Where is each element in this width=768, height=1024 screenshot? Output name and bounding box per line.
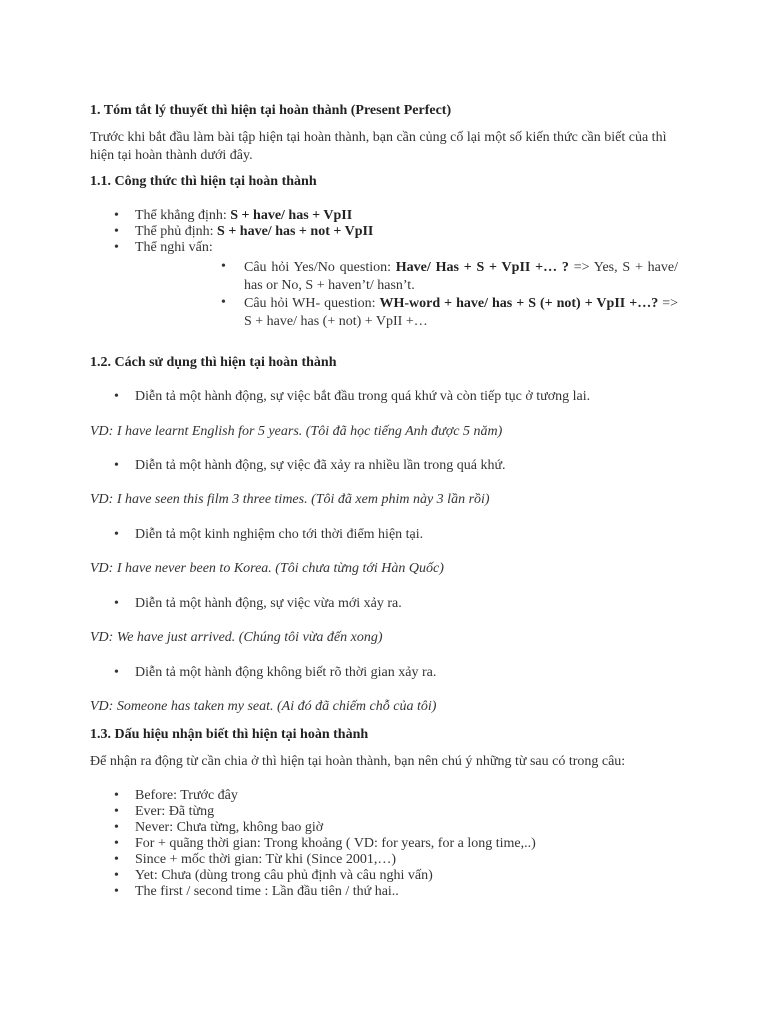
sign-item: • Ever: Đã từng (90, 804, 678, 820)
affirmative-label: Thể khẳng định: (135, 208, 231, 223)
negative-label: Thể phủ định: (135, 224, 218, 239)
yes-no-formula: Have/ Has + S + VpII +… ? (395, 260, 569, 275)
section-1-2-heading: 1.2. Cách sử dụng thì hiện tại hoàn thành (90, 355, 337, 370)
usage-list-2 (90, 458, 678, 474)
usage-example: VD: Someone has taken my seat. (Ai đó đã chiếm chỗ của tôi) (90, 699, 437, 714)
section-1-3-intro: Để nhận ra động từ cần chia ở thì hiện tại hoàn thành, bạn nên chú ý những từ sau có trong câu: (90, 754, 626, 769)
question-label: Thể nghi vấn: (135, 240, 213, 255)
wh-answer: => S + have/ has (+ not) + VpII +… (244, 296, 678, 329)
usage-list-5 (90, 665, 678, 681)
wh-question-item (199, 295, 678, 331)
question-formula-item (90, 240, 678, 331)
section-1-heading: 1. Tóm tắt lý thuyết thì hiện tại hoàn thành (Present Perfect) (90, 103, 452, 118)
usage-item: • Diễn tả một kinh nghiệm cho tới thời điểm hiện tại. (90, 527, 678, 543)
section-1-3-heading: 1.3. Dấu hiệu nhận biết thì hiện tại hoàn thành (90, 727, 369, 742)
affirmative-formula-item (90, 208, 678, 224)
usage-example: VD: I have seen this film 3 three times. (Tôi đã xem phim này 3 lần rồi) (90, 492, 490, 507)
sign-item: • Never: Chưa từng, không bao giờ (90, 820, 678, 836)
usage-item: • Diễn tả một hành động không biết rõ thời gian xảy ra. (90, 665, 678, 681)
question-sublist (199, 259, 678, 331)
wh-label: Câu hỏi WH- question: (244, 296, 380, 311)
usage-item: • Diễn tả một hành động, sự việc vừa mới xảy ra. (90, 596, 678, 612)
sign-item: • Yet: Chưa (dùng trong câu phủ định và câu nghi vấn) (90, 868, 678, 884)
usage-list-4 (90, 596, 678, 612)
yes-no-label: Câu hỏi Yes/No question: (244, 260, 396, 275)
usage-example: VD: We have just arrived. (Chúng tôi vừa đến xong) (90, 630, 383, 645)
usage-list-1 (90, 389, 678, 405)
negative-formula-item (90, 224, 678, 240)
usage-example: VD: I have never been to Korea. (Tôi chưa từng tới Hàn Quốc) (90, 561, 444, 576)
formula-list (90, 208, 678, 331)
usage-list-3 (90, 527, 678, 543)
sign-item: • Since + mốc thời gian: Từ khi (Since 2001,…) (90, 852, 678, 868)
sign-item: • For + quãng thời gian: Trong khoảng ( VD: for years, for a long time,..) (90, 836, 678, 852)
sign-item: • Before: Trước đây (90, 788, 678, 804)
signs-list (90, 788, 678, 900)
usage-item: • Diễn tả một hành động, sự việc bắt đầu trong quá khứ và còn tiếp tục ở tương lai. (90, 389, 678, 405)
yes-no-question-item (199, 259, 678, 295)
yes-no-answer: => Yes, S + have/ has or No, S + haven’t/ hasn’t. (244, 260, 678, 293)
affirmative-formula: S + have/ has + VpII (230, 208, 353, 223)
negative-formula: S + have/ has + not + VpII (217, 224, 374, 239)
wh-formula: WH-word + have/ has + S (+ not) + VpII +…? (379, 296, 659, 311)
usage-example: VD: I have learnt English for 5 years. (Tôi đã học tiếng Anh được 5 năm) (90, 424, 503, 439)
section-1-intro: Trước khi bắt đầu làm bài tập hiện tại hoàn thành, bạn cần củng cố lại một số kiến thức cần biết của thì hiện tại hoàn thành dưới đây. (90, 130, 667, 163)
sign-item: • The first / second time : Lần đầu tiên / thứ hai.. (90, 884, 678, 900)
usage-item: • Diễn tả một hành động, sự việc đã xảy ra nhiều lần trong quá khứ. (90, 458, 678, 474)
section-1-1-heading: 1.1. Công thức thì hiện tại hoàn thành (90, 174, 317, 189)
